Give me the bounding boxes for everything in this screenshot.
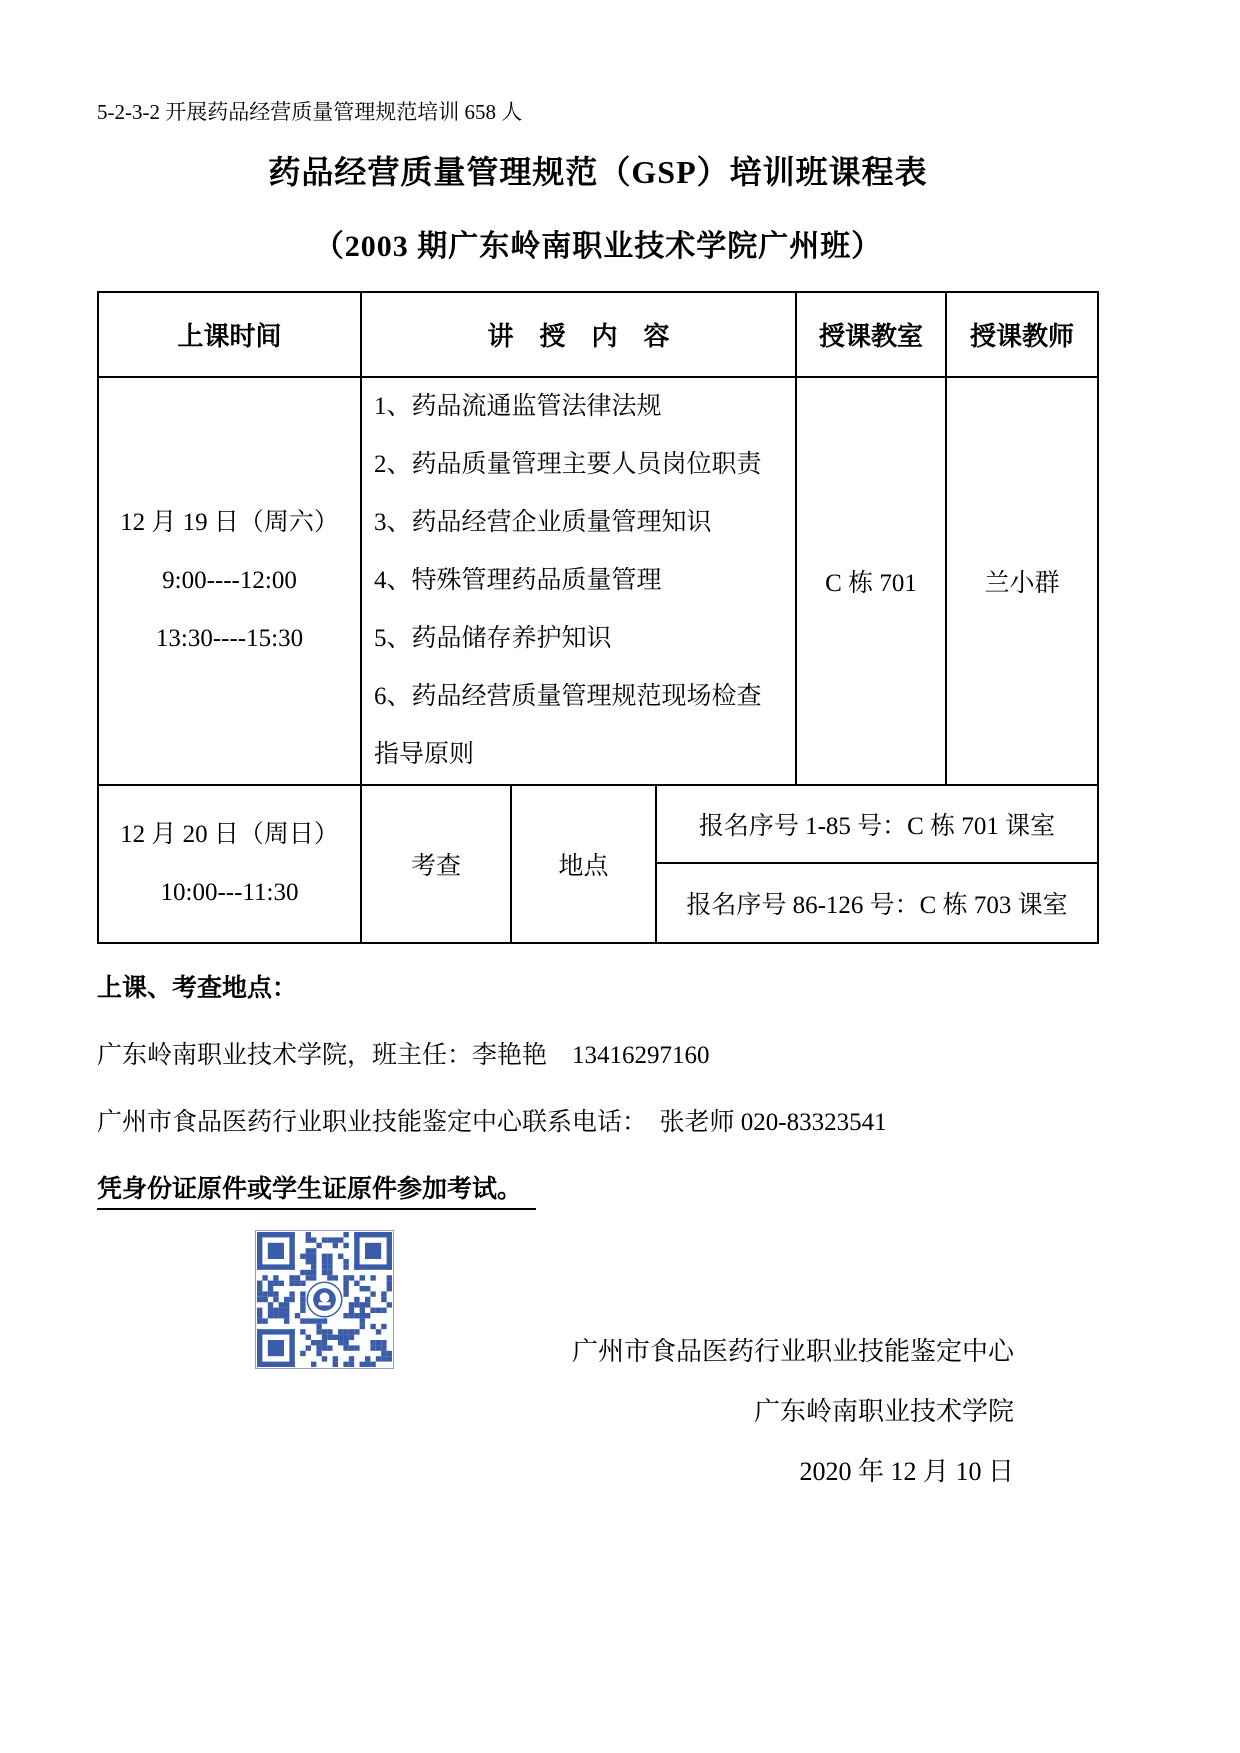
row2-venue2-cell: 报名序号 86-126 号：C 栋 703 课室 bbox=[686, 892, 1068, 920]
row1-time-cell bbox=[99, 378, 362, 786]
content-item: 5、药品储存养护知识 bbox=[374, 625, 612, 653]
row2-venue1-cell: 报名序号 1-85 号：C 栋 701 课室 bbox=[657, 786, 1097, 864]
row2-time-line: 10:00---11:30 bbox=[160, 879, 299, 907]
footer-section-title: 上课、考查地点： bbox=[97, 975, 298, 1003]
exam-notice-text: 凭身份证原件或学生证原件参加考试。 bbox=[97, 1169, 536, 1210]
signature-org1: 广州市食品医药行业职业技能鉴定中心 bbox=[571, 1337, 1014, 1367]
row1-room-cell: C 栋 701 bbox=[797, 378, 947, 786]
row1-teacher-cell: 兰小群 bbox=[947, 378, 1097, 786]
signature-org2: 广东岭南职业技术学院 bbox=[753, 1397, 1014, 1427]
schedule-table bbox=[97, 291, 1099, 944]
row1-content-cell bbox=[362, 378, 797, 786]
row1-time-line: 9:00----12:00 bbox=[162, 567, 297, 595]
row2-time-cell bbox=[99, 786, 362, 942]
header-content: 讲 授 内 容 bbox=[362, 293, 797, 378]
signature-block bbox=[97, 1210, 1099, 1502]
header-teacher: 授课教师 bbox=[947, 293, 1097, 378]
row2-exam-cell: 考查 bbox=[362, 786, 512, 942]
footer-contact-line1: 广东岭南职业技术学院，班主任：李艳艳 13416297160 bbox=[97, 1042, 710, 1070]
exam-notice bbox=[97, 1169, 1099, 1210]
qr-code bbox=[255, 1230, 394, 1369]
row2-location-cell: 地点 bbox=[512, 786, 657, 942]
signature-area bbox=[97, 1210, 1099, 1520]
row2-time-line: 12 月 20 日（周日） bbox=[120, 821, 339, 849]
content-item: 指导原则 bbox=[374, 741, 475, 769]
document-title: 药品经营质量管理规范（GSP）培训班课程表 bbox=[268, 154, 928, 191]
top-note: 5-2-3-2 开展药品经营质量管理规范培训 658 人 bbox=[97, 100, 523, 124]
content-item: 2、药品质量管理主要人员岗位职责 bbox=[374, 451, 762, 479]
header-time: 上课时间 bbox=[99, 293, 362, 378]
footer-contact-line2: 广州市食品医药行业职业技能鉴定中心联系电话： 张老师 020-83323541 bbox=[97, 1109, 887, 1137]
content-item: 1、药品流通监管法律法规 bbox=[374, 393, 662, 421]
row1-time-line: 13:30----15:30 bbox=[155, 625, 304, 653]
row1-time-line: 12 月 19 日（周六） bbox=[120, 509, 339, 537]
content-item: 6、药品经营质量管理规范现场检查 bbox=[374, 683, 762, 711]
document-subtitle: （2003 期广东岭南职业技术学院广州班） bbox=[313, 230, 883, 264]
content-item: 3、药品经营企业质量管理知识 bbox=[374, 509, 712, 537]
header-room: 授课教室 bbox=[797, 293, 947, 378]
signature-date: 2020 年 12 月 10 日 bbox=[799, 1457, 1014, 1487]
content-item: 4、特殊管理药品质量管理 bbox=[374, 567, 662, 595]
